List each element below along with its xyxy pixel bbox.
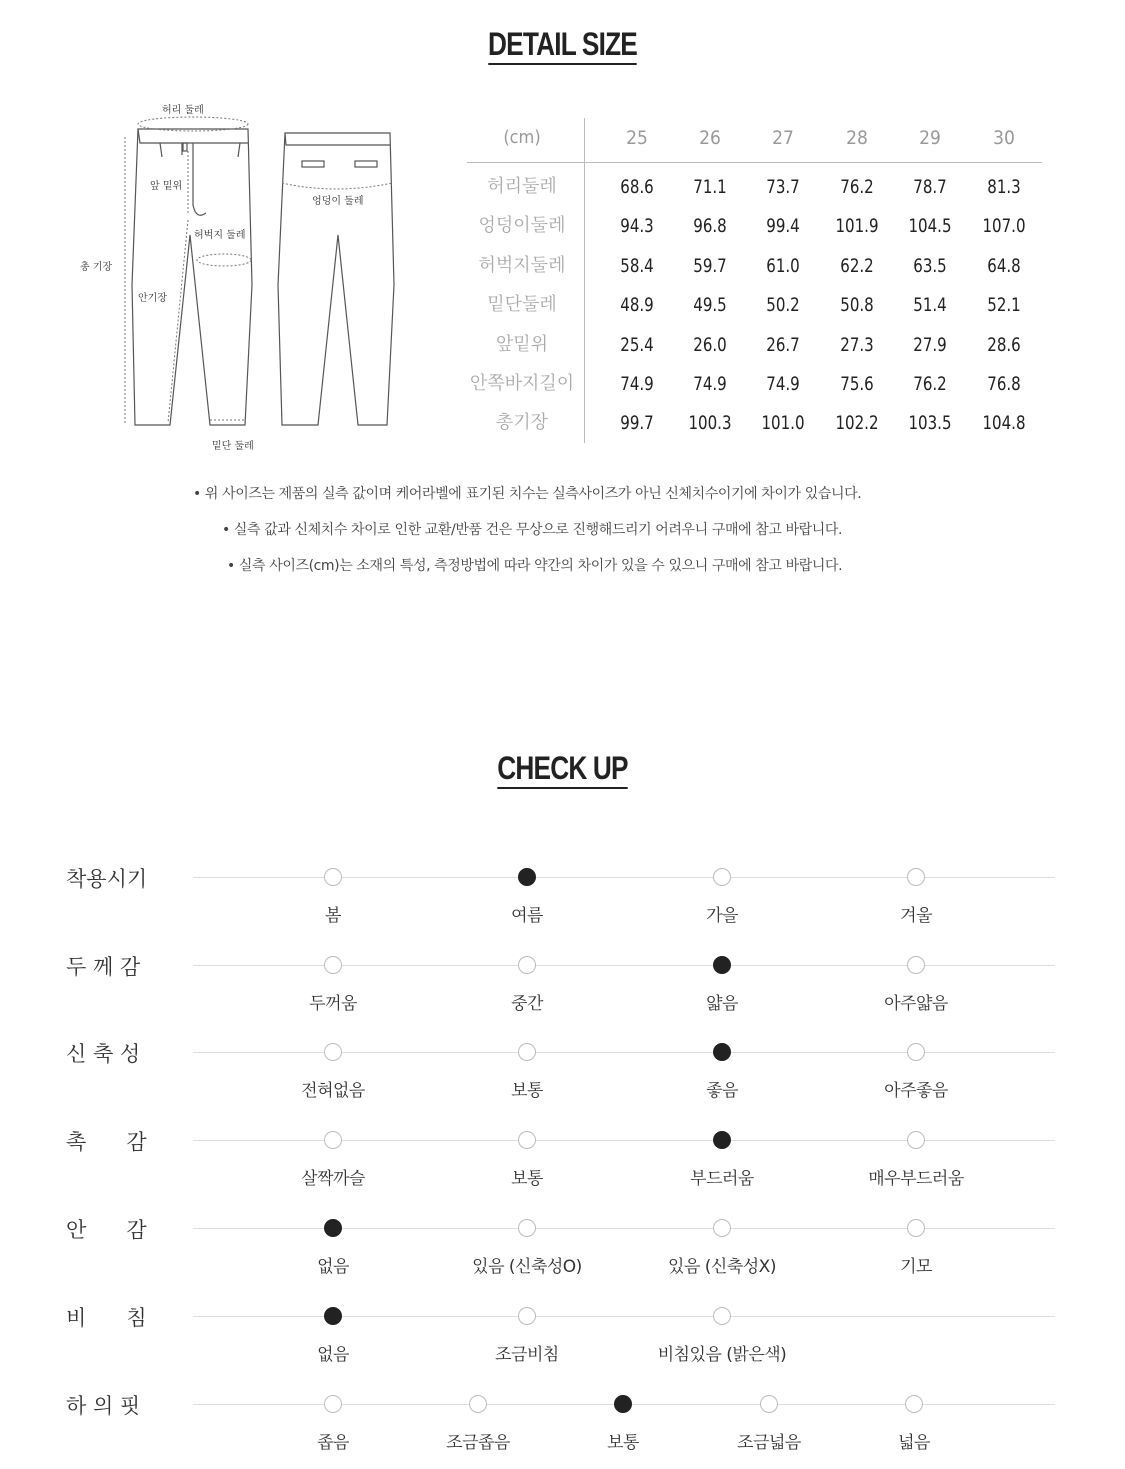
- measure-value: 76.8: [987, 373, 1021, 395]
- measure-value: 101.9: [835, 215, 879, 238]
- check-up-row: [0, 1130, 1125, 1220]
- check-up-option: 겨울: [900, 906, 932, 926]
- option-dot: [713, 1307, 731, 1325]
- measure-label: 허리둘레: [487, 176, 557, 197]
- selected-dot: [614, 1395, 632, 1413]
- size-header: 27: [772, 127, 794, 149]
- size-note-1: • 위 사이즈는 제품의 실측 값이며 케어라벨에 표기된 치수는 실측사이즈가 아닌 신체치수이기에 차이가 있습니다.: [193, 486, 862, 502]
- check-up-row: [0, 867, 1125, 957]
- option-dot: [907, 1043, 925, 1061]
- option-dot: [518, 956, 536, 974]
- measure-value: 71.1: [693, 176, 727, 198]
- check-up-track: [193, 1316, 1055, 1317]
- check-up-option: 없음: [317, 1257, 349, 1277]
- measure-value: 62.2: [840, 254, 874, 277]
- check-up-track: [193, 965, 1055, 966]
- measure-value: 74.9: [693, 373, 727, 395]
- check-up-option: 조금좁음: [446, 1433, 510, 1453]
- selected-dot: [324, 1219, 342, 1237]
- check-up-option: 전혀없음: [301, 1081, 365, 1101]
- measure-value: 27.9: [913, 333, 947, 356]
- size-note-3: • 실측 사이즈(cm)는 소재의 특성, 측정방법에 따라 약간의 차이가 있을 수 있으니 구매에 참고 바랍니다.: [227, 558, 843, 574]
- measure-value: 74.9: [766, 373, 800, 395]
- check-up-track: [193, 1052, 1055, 1053]
- check-up-track: [193, 877, 1055, 878]
- check-up-option: 중간: [511, 994, 543, 1014]
- check-up-row: [0, 1042, 1125, 1132]
- check-up-label: 비 침: [66, 1306, 147, 1330]
- check-up-row: [0, 1306, 1125, 1396]
- check-up-label: 안 감: [66, 1218, 147, 1242]
- check-up-row: [0, 1394, 1125, 1469]
- check-up-option: 아주얇음: [884, 994, 948, 1014]
- check-up-option: 봄: [325, 906, 341, 926]
- check-up-label: 두 께 감: [66, 955, 141, 979]
- check-up-row: [0, 955, 1125, 1045]
- check-up-option: 보통: [511, 1081, 543, 1101]
- option-dot: [713, 1219, 731, 1237]
- option-dot: [907, 868, 925, 886]
- size-header: 29: [919, 127, 941, 149]
- check-up-track: [193, 1140, 1055, 1141]
- selected-dot: [713, 1131, 731, 1149]
- option-dot: [469, 1395, 487, 1413]
- waist-label: 허리 둘레: [162, 105, 204, 116]
- check-up-row: [0, 1218, 1125, 1308]
- check-up-option: 조금비침: [495, 1345, 559, 1365]
- option-dot: [907, 956, 925, 974]
- size-header: 28: [846, 127, 868, 149]
- measure-value: 64.8: [987, 254, 1021, 277]
- measure-value: 102.2: [835, 412, 879, 435]
- option-dot: [324, 1043, 342, 1061]
- measure-value: 58.4: [620, 254, 654, 277]
- size-header: 26: [699, 127, 721, 149]
- measure-value: 104.5: [908, 215, 952, 238]
- measure-value: 51.4: [913, 294, 947, 317]
- measure-value: 28.6: [987, 333, 1021, 356]
- measure-value: 99.4: [766, 215, 800, 238]
- option-dot: [518, 1131, 536, 1149]
- measure-value: 26.0: [693, 333, 727, 356]
- measure-value: 104.8: [982, 412, 1026, 435]
- option-dot: [324, 1395, 342, 1413]
- check-up-option: 보통: [511, 1169, 543, 1189]
- selected-dot: [713, 1043, 731, 1061]
- option-dot: [907, 1219, 925, 1237]
- check-up-option: 기모: [900, 1257, 932, 1277]
- detail-size-title: DETAIL SIZE: [101, 26, 1024, 65]
- size-header: 30: [993, 127, 1015, 149]
- table-header-row: [467, 118, 1042, 158]
- measure-value: 50.8: [840, 294, 874, 317]
- measure-label: 엉덩이둘레: [478, 215, 566, 237]
- check-up-option: 조금넓음: [737, 1433, 801, 1453]
- pants-illustration: [70, 95, 410, 465]
- option-dot: [518, 1219, 536, 1237]
- selected-dot: [324, 1307, 342, 1325]
- measure-value: 78.7: [913, 176, 947, 198]
- size-note-2: • 실측 값과 신체치수 차이로 인한 교환/반품 건은 무상으로 진행해드리기 어려우니 구매에 참고 바랍니다.: [222, 522, 843, 538]
- measure-value: 76.2: [913, 373, 947, 395]
- measure-label: 앞밑위: [495, 333, 549, 355]
- measure-value: 63.5: [913, 254, 947, 277]
- size-header: 25: [626, 127, 648, 149]
- front-rise-label: 앞 밑위: [150, 181, 183, 192]
- measure-value: 68.6: [620, 176, 654, 198]
- check-up-option: 여름: [511, 906, 543, 926]
- check-up-option: 얇음: [706, 994, 738, 1014]
- pants-diagram: [70, 95, 410, 465]
- table-row: [467, 403, 1042, 443]
- unit-label: (cm): [503, 127, 541, 148]
- measure-value: 50.2: [766, 294, 800, 317]
- check-up-option: 살짝까슬: [301, 1169, 365, 1189]
- check-up-option: 매우부드러움: [868, 1169, 964, 1189]
- check-up-option: 두꺼움: [309, 994, 357, 1014]
- measure-value: 81.3: [987, 176, 1021, 198]
- check-up-option: 가을: [706, 906, 738, 926]
- table-header-line: [467, 162, 1042, 163]
- measure-value: 27.3: [840, 333, 874, 356]
- option-dot: [518, 1043, 536, 1061]
- measure-value: 103.5: [908, 412, 952, 435]
- check-up-label: 하 의 핏: [66, 1394, 141, 1418]
- table-row: [467, 167, 1042, 207]
- check-up-label: 신 축 성: [66, 1042, 141, 1066]
- measure-value: 59.7: [693, 254, 727, 277]
- measure-label: 총기장: [495, 412, 549, 434]
- hem-label: 밑단 둘레: [212, 441, 254, 452]
- measure-value: 73.7: [766, 176, 800, 198]
- total-length-label: 총 기장: [80, 262, 113, 273]
- check-up-option: 없음: [317, 1345, 349, 1365]
- table-row: [467, 325, 1042, 365]
- option-dot: [518, 1307, 536, 1325]
- measure-value: 96.8: [693, 215, 727, 238]
- option-dot: [713, 868, 731, 886]
- check-up-option: 있음 (신축성X): [668, 1257, 776, 1277]
- measure-value: 107.0: [982, 215, 1026, 238]
- measure-value: 48.9: [620, 294, 654, 317]
- check-up-option: 보통: [607, 1433, 639, 1453]
- measure-label: 안쪽바지길이: [469, 373, 575, 394]
- measure-value: 101.0: [761, 412, 805, 435]
- measure-value: 25.4: [620, 333, 654, 356]
- measure-value: 100.3: [688, 412, 732, 435]
- check-up-option: 비침있음 (밝은색): [657, 1345, 787, 1365]
- table-row: [467, 246, 1042, 286]
- option-dot: [324, 868, 342, 886]
- option-dot: [905, 1395, 923, 1413]
- measure-label: 밑단둘레: [487, 294, 557, 316]
- check-up-option: 좁음: [317, 1433, 349, 1453]
- option-dot: [324, 956, 342, 974]
- measure-value: 75.6: [840, 373, 874, 395]
- check-up-option: 넓음: [898, 1433, 930, 1453]
- check-up-option: 있음 (신축성O): [472, 1257, 582, 1277]
- measure-value: 99.7: [620, 412, 654, 435]
- table-row: [467, 206, 1042, 246]
- measure-value: 76.2: [840, 176, 874, 198]
- measure-value: 52.1: [987, 294, 1021, 317]
- measure-value: 49.5: [693, 294, 727, 317]
- option-dot: [907, 1131, 925, 1149]
- table-row: [467, 364, 1042, 404]
- selected-dot: [518, 868, 536, 886]
- selected-dot: [713, 956, 731, 974]
- measure-value: 94.3: [620, 215, 654, 238]
- check-up-label: 촉 감: [66, 1130, 147, 1154]
- check-up-option: 아주좋음: [884, 1081, 948, 1101]
- measure-value: 26.7: [766, 333, 800, 356]
- check-up-track: [193, 1228, 1055, 1229]
- thigh-label: 허벅지 둘레: [194, 230, 246, 241]
- measure-value: 61.0: [766, 254, 800, 277]
- hip-label: 엉덩이 둘레: [312, 196, 364, 207]
- check-up-option: 부드러움: [690, 1169, 754, 1189]
- measure-label: 허벅지둘레: [478, 254, 566, 276]
- check-up-label: 착용시기: [66, 867, 148, 891]
- table-row: [467, 285, 1042, 325]
- check-up-option: 좋음: [706, 1081, 738, 1101]
- check-up-title: CHECK UP: [101, 750, 1024, 789]
- inseam-label: 안기장: [138, 293, 167, 304]
- option-dot: [324, 1131, 342, 1149]
- option-dot: [760, 1395, 778, 1413]
- measure-value: 74.9: [620, 373, 654, 395]
